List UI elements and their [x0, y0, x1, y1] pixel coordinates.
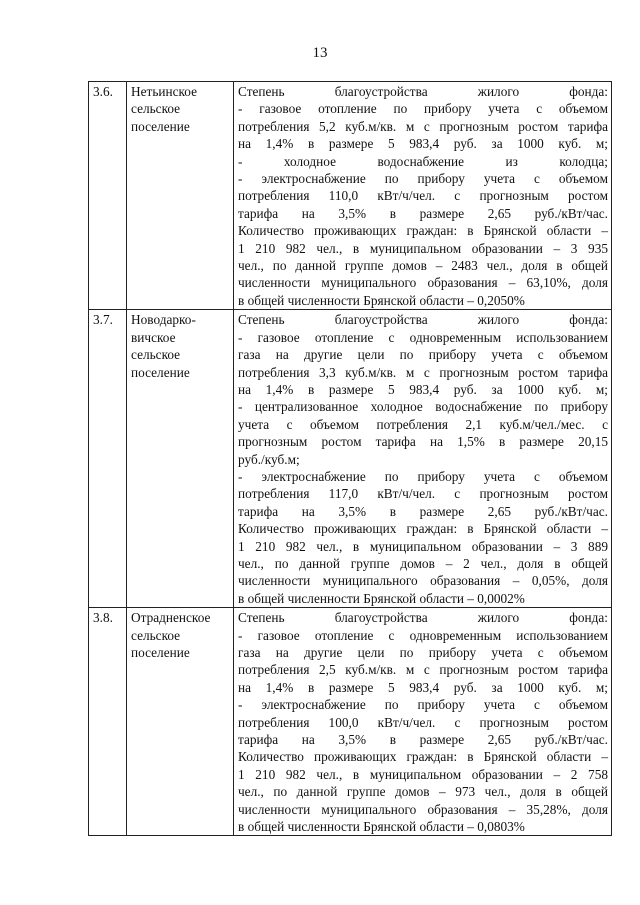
description-line: на 1,4% в размере 5 983,4 руб. за 1000 куб. м; — [238, 381, 608, 397]
description-line: Степень благоустройства жилого фонда: — [238, 610, 608, 626]
description-line: потребления 100,0 кВт/ч/чел. с прогнозным ростом — [238, 714, 608, 730]
description-line: на 1,4% в размере 5 983,4 руб. за 1000 куб. м; — [238, 136, 608, 152]
description-line: численности муниципального образования – 35,28%, доля — [238, 801, 608, 817]
description-line: в общей численности Брянской области – 0,0803% — [238, 819, 525, 835]
description-line: - электроснабжение по прибору учета с объемом — [238, 697, 608, 713]
settlement-name-line: Новодарко- — [131, 312, 196, 328]
description-line: прогнозным ростом тарифа на 1,5% в размере 20,15 — [238, 434, 608, 450]
description-line: - газовое отопление с одновременным использованием — [238, 627, 608, 643]
settlement-name-cell — [127, 82, 234, 310]
description-line: 1 210 982 чел., в муниципальном образовании – 3 935 — [238, 240, 608, 256]
settlement-name-cell — [127, 608, 234, 836]
settlement-name-line: Отрадненское — [131, 610, 211, 626]
table-body — [89, 82, 612, 836]
description-line: на 1,4% в размере 5 983,4 руб. за 1000 куб. м; — [238, 679, 608, 695]
description-cell — [234, 82, 612, 310]
settlement-name-line: Нетьинское — [131, 84, 198, 99]
description-line: - газовое отопление по прибору учета с объемом — [238, 101, 608, 117]
description-line: чел., по данной группе домов – 2 чел., доля в общей — [238, 555, 608, 571]
description-line: Степень благоустройства жилого фонда: — [238, 84, 608, 99]
description-line: учета с объемом потребления 2,1 куб.м/чел./мес. с — [238, 416, 608, 432]
description-line: Количество проживающих граждан: в Брянской области – — [238, 223, 608, 239]
row-number: 3.8. — [93, 610, 113, 626]
description-line: 1 210 982 чел., в муниципальном образовании – 2 758 — [238, 766, 608, 782]
description-line: Степень благоустройства жилого фонда: — [238, 312, 608, 328]
settlement-name-line: сельское — [131, 347, 181, 363]
description-cell — [234, 310, 612, 608]
row-number-cell — [89, 82, 127, 310]
description-line: 1 210 982 чел., в муниципальном образовании – 3 889 — [238, 538, 608, 554]
page-number: 13 — [312, 45, 328, 61]
description-line: - электроснабжение по прибору учета с объемом — [238, 468, 608, 484]
settlement-name-cell — [127, 310, 234, 608]
description-line: численности муниципального образования – 63,10%, доля — [238, 275, 608, 291]
table-row — [89, 82, 612, 310]
description-line: чел., по данной группе домов – 2483 чел., доля в общей — [238, 258, 608, 274]
description-line: тарифа на 3,5% в размере 2,65 руб./кВт/час. — [238, 503, 608, 519]
description-line: - электроснабжение по прибору учета с объемом — [238, 171, 608, 187]
description-line: тарифа на 3,5% в размере 2,65 руб./кВт/час. — [238, 732, 608, 748]
description-line: - газовое отопление с одновременным использованием — [238, 329, 608, 345]
settlement-name-line: поселение — [131, 645, 190, 660]
settlement-name-line: поселение — [131, 118, 190, 134]
description-line: - централизованное холодное водоснабжение по прибору — [238, 399, 608, 415]
settlement-name-line: поселение — [131, 364, 190, 380]
description-line: потребления 5,2 куб.м/кв. м с прогнозным ростом тарифа — [238, 118, 608, 134]
settlement-name-line: сельское — [131, 101, 181, 117]
description-line: - холодное водоснабжение из колодца; — [238, 153, 608, 169]
row-number: 3.7. — [93, 312, 113, 328]
description-line: газа на другие цели по прибору учета с объемом — [238, 645, 608, 660]
description-line: потребления 3,3 куб.м/кв. м с прогнозным ростом тарифа — [238, 364, 608, 380]
description-line: потребления 117,0 кВт/ч/чел. с прогнозным ростом — [238, 486, 608, 502]
settlement-name-line: сельское — [131, 627, 181, 643]
description-line: в общей численности Брянской области – 0,0002% — [238, 590, 525, 606]
description-line: тарифа на 3,5% в размере 2,65 руб./кВт/час. — [238, 205, 608, 221]
row-number: 3.6. — [93, 84, 113, 99]
row-number-cell — [89, 608, 127, 836]
description-line: в общей численности Брянской области – 0,2050% — [238, 292, 525, 308]
description-line: численности муниципального образования – 0,05%, доля — [238, 573, 608, 589]
description-line: чел., по данной группе домов – 973 чел., доля в общей — [238, 784, 608, 800]
description-line: Количество проживающих граждан: в Брянской области – — [238, 521, 608, 537]
description-cell — [234, 608, 612, 836]
description-line: потребления 110,0 кВт/ч/чел. с прогнозным ростом — [238, 188, 608, 204]
table-row — [89, 608, 612, 836]
description-line: руб./куб.м; — [238, 451, 300, 467]
description-line: Количество проживающих граждан: в Брянской области – — [238, 749, 608, 765]
description-line: газа на другие цели по прибору учета с объемом — [238, 347, 608, 363]
settlement-name-line: вичское — [131, 329, 176, 345]
housing-table — [88, 81, 612, 836]
description-line: потребления 2,5 куб.м/кв. м с прогнозным ростом тарифа — [238, 662, 608, 678]
table-row — [89, 310, 612, 608]
row-number-cell — [89, 310, 127, 608]
